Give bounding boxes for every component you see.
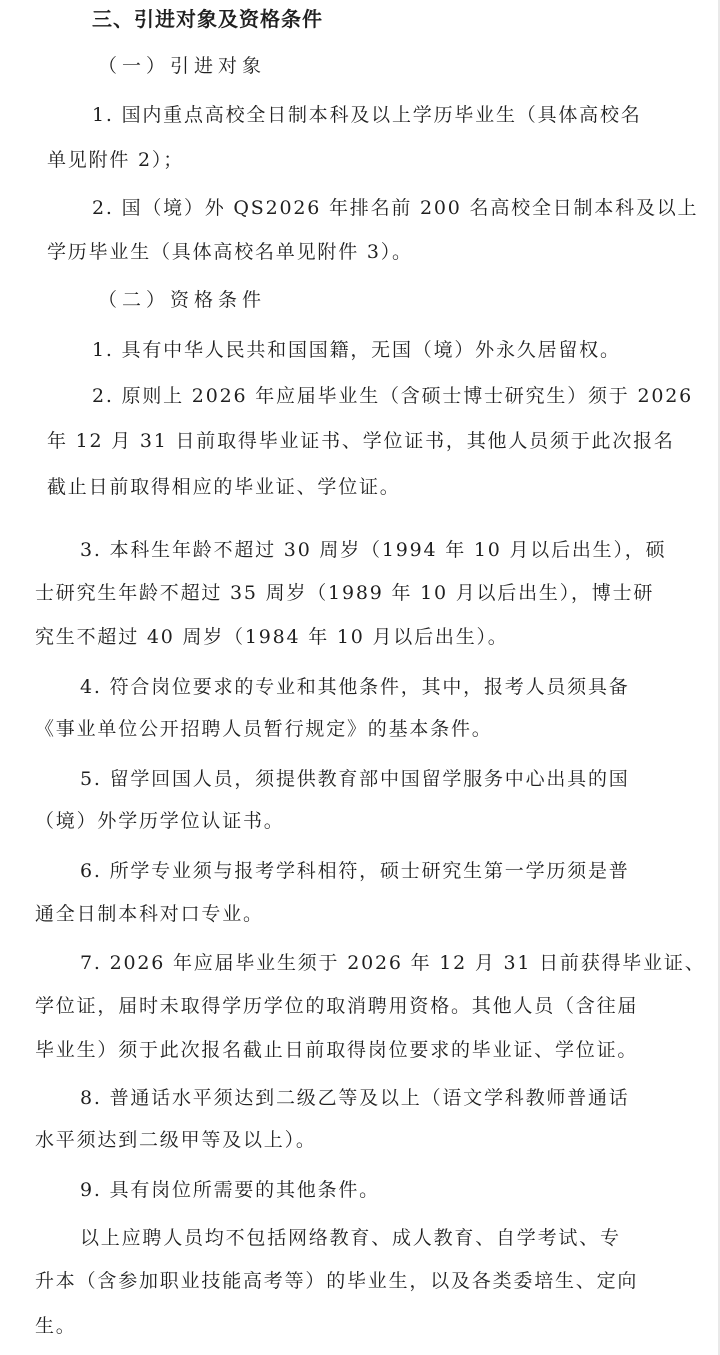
closing-paragraph-line-3: 生。 — [35, 1315, 77, 1337]
qualification-item-9-line-1: 9. 具有岗位所需要的其他条件。 — [80, 1179, 380, 1201]
qualification-item-1-line-1: 1. 具有中华人民共和国国籍，无国（境）外永久居留权。 — [92, 339, 621, 361]
qualification-item-6-line-1: 6. 所学专业须与报考学科相符，硕士研究生第一学历须是普 — [80, 860, 630, 882]
closing-paragraph-line-2: 升本（含参加职业技能高考等）的毕业生，以及各类委培生、定向 — [35, 1270, 639, 1292]
qualification-item-6-line-2: 通全日制本科对口专业。 — [35, 903, 264, 925]
qualification-item-5-line-2: （境）外学历学位认证书。 — [35, 810, 285, 832]
qualification-item-7-line-3: 毕业生）须于此次报名截止日前取得岗位要求的毕业证、学位证。 — [35, 1039, 639, 1061]
qualification-item-8-line-1: 8. 普通话水平须达到二级乙等及以上（语文学科教师普通话 — [80, 1087, 630, 1109]
qualification-item-2-line-1: 2. 原则上 2026 年应届毕业生（含硕士博士研究生）须于 2026 — [92, 385, 693, 407]
closing-paragraph-line-1: 以上应聘人员均不包括网络教育、成人教育、自学考试、专 — [80, 1227, 621, 1249]
subsection-title-targets: （一）引进对象 — [98, 55, 267, 77]
qualification-item-4-line-2: 《事业单位公开招聘人员暂行规定》的基本条件。 — [35, 718, 493, 740]
qualification-item-5-line-1: 5. 留学回国人员，须提供教育部中国留学服务中心出具的国 — [80, 768, 630, 790]
qualification-item-3-line-2: 士研究生年龄不超过 35 周岁（1989 年 10 月以后出生），博士研 — [35, 582, 655, 604]
qualification-item-7-line-1: 7. 2026 年应届毕业生须于 2026 年 12 月 31 日前获得毕业证、 — [80, 952, 706, 974]
target-item-2-line-1: 2. 国（境）外 QS2026 年排名前 200 名高校全日制本科及以上 — [92, 197, 699, 219]
target-item-2-line-2: 学历毕业生（具体高校名单见附件 3）。 — [47, 241, 413, 263]
section-title: 三、引进对象及资格条件 — [92, 7, 323, 31]
qualification-item-2-line-2: 年 12 月 31 日前取得毕业证书、学位证书，其他人员须于此次报名 — [47, 430, 675, 452]
target-item-1-line-2: 单见附件 2）； — [47, 149, 185, 171]
qualification-item-7-line-2: 学位证，届时未取得学历学位的取消聘用资格。其他人员（含往届 — [35, 995, 639, 1017]
qualification-item-3-line-3: 究生不超过 40 周岁（1984 年 10 月以后出生）。 — [35, 626, 509, 648]
qualification-item-3-line-1: 3. 本科生年龄不超过 30 周岁（1994 年 10 月以后出生），硕 — [80, 539, 667, 561]
subsection-title-qualifications: （二）资格条件 — [98, 289, 267, 311]
qualification-item-2-line-3: 截止日前取得相应的毕业证、学位证。 — [47, 476, 401, 498]
qualification-item-4-line-1: 4. 符合岗位要求的专业和其他条件，其中，报考人员须具备 — [80, 676, 630, 698]
target-item-1-line-1: 1. 国内重点高校全日制本科及以上学历毕业生（具体高校名 — [92, 104, 642, 126]
qualification-item-8-line-2: 水平须达到二级甲等及以上）。 — [35, 1129, 317, 1151]
